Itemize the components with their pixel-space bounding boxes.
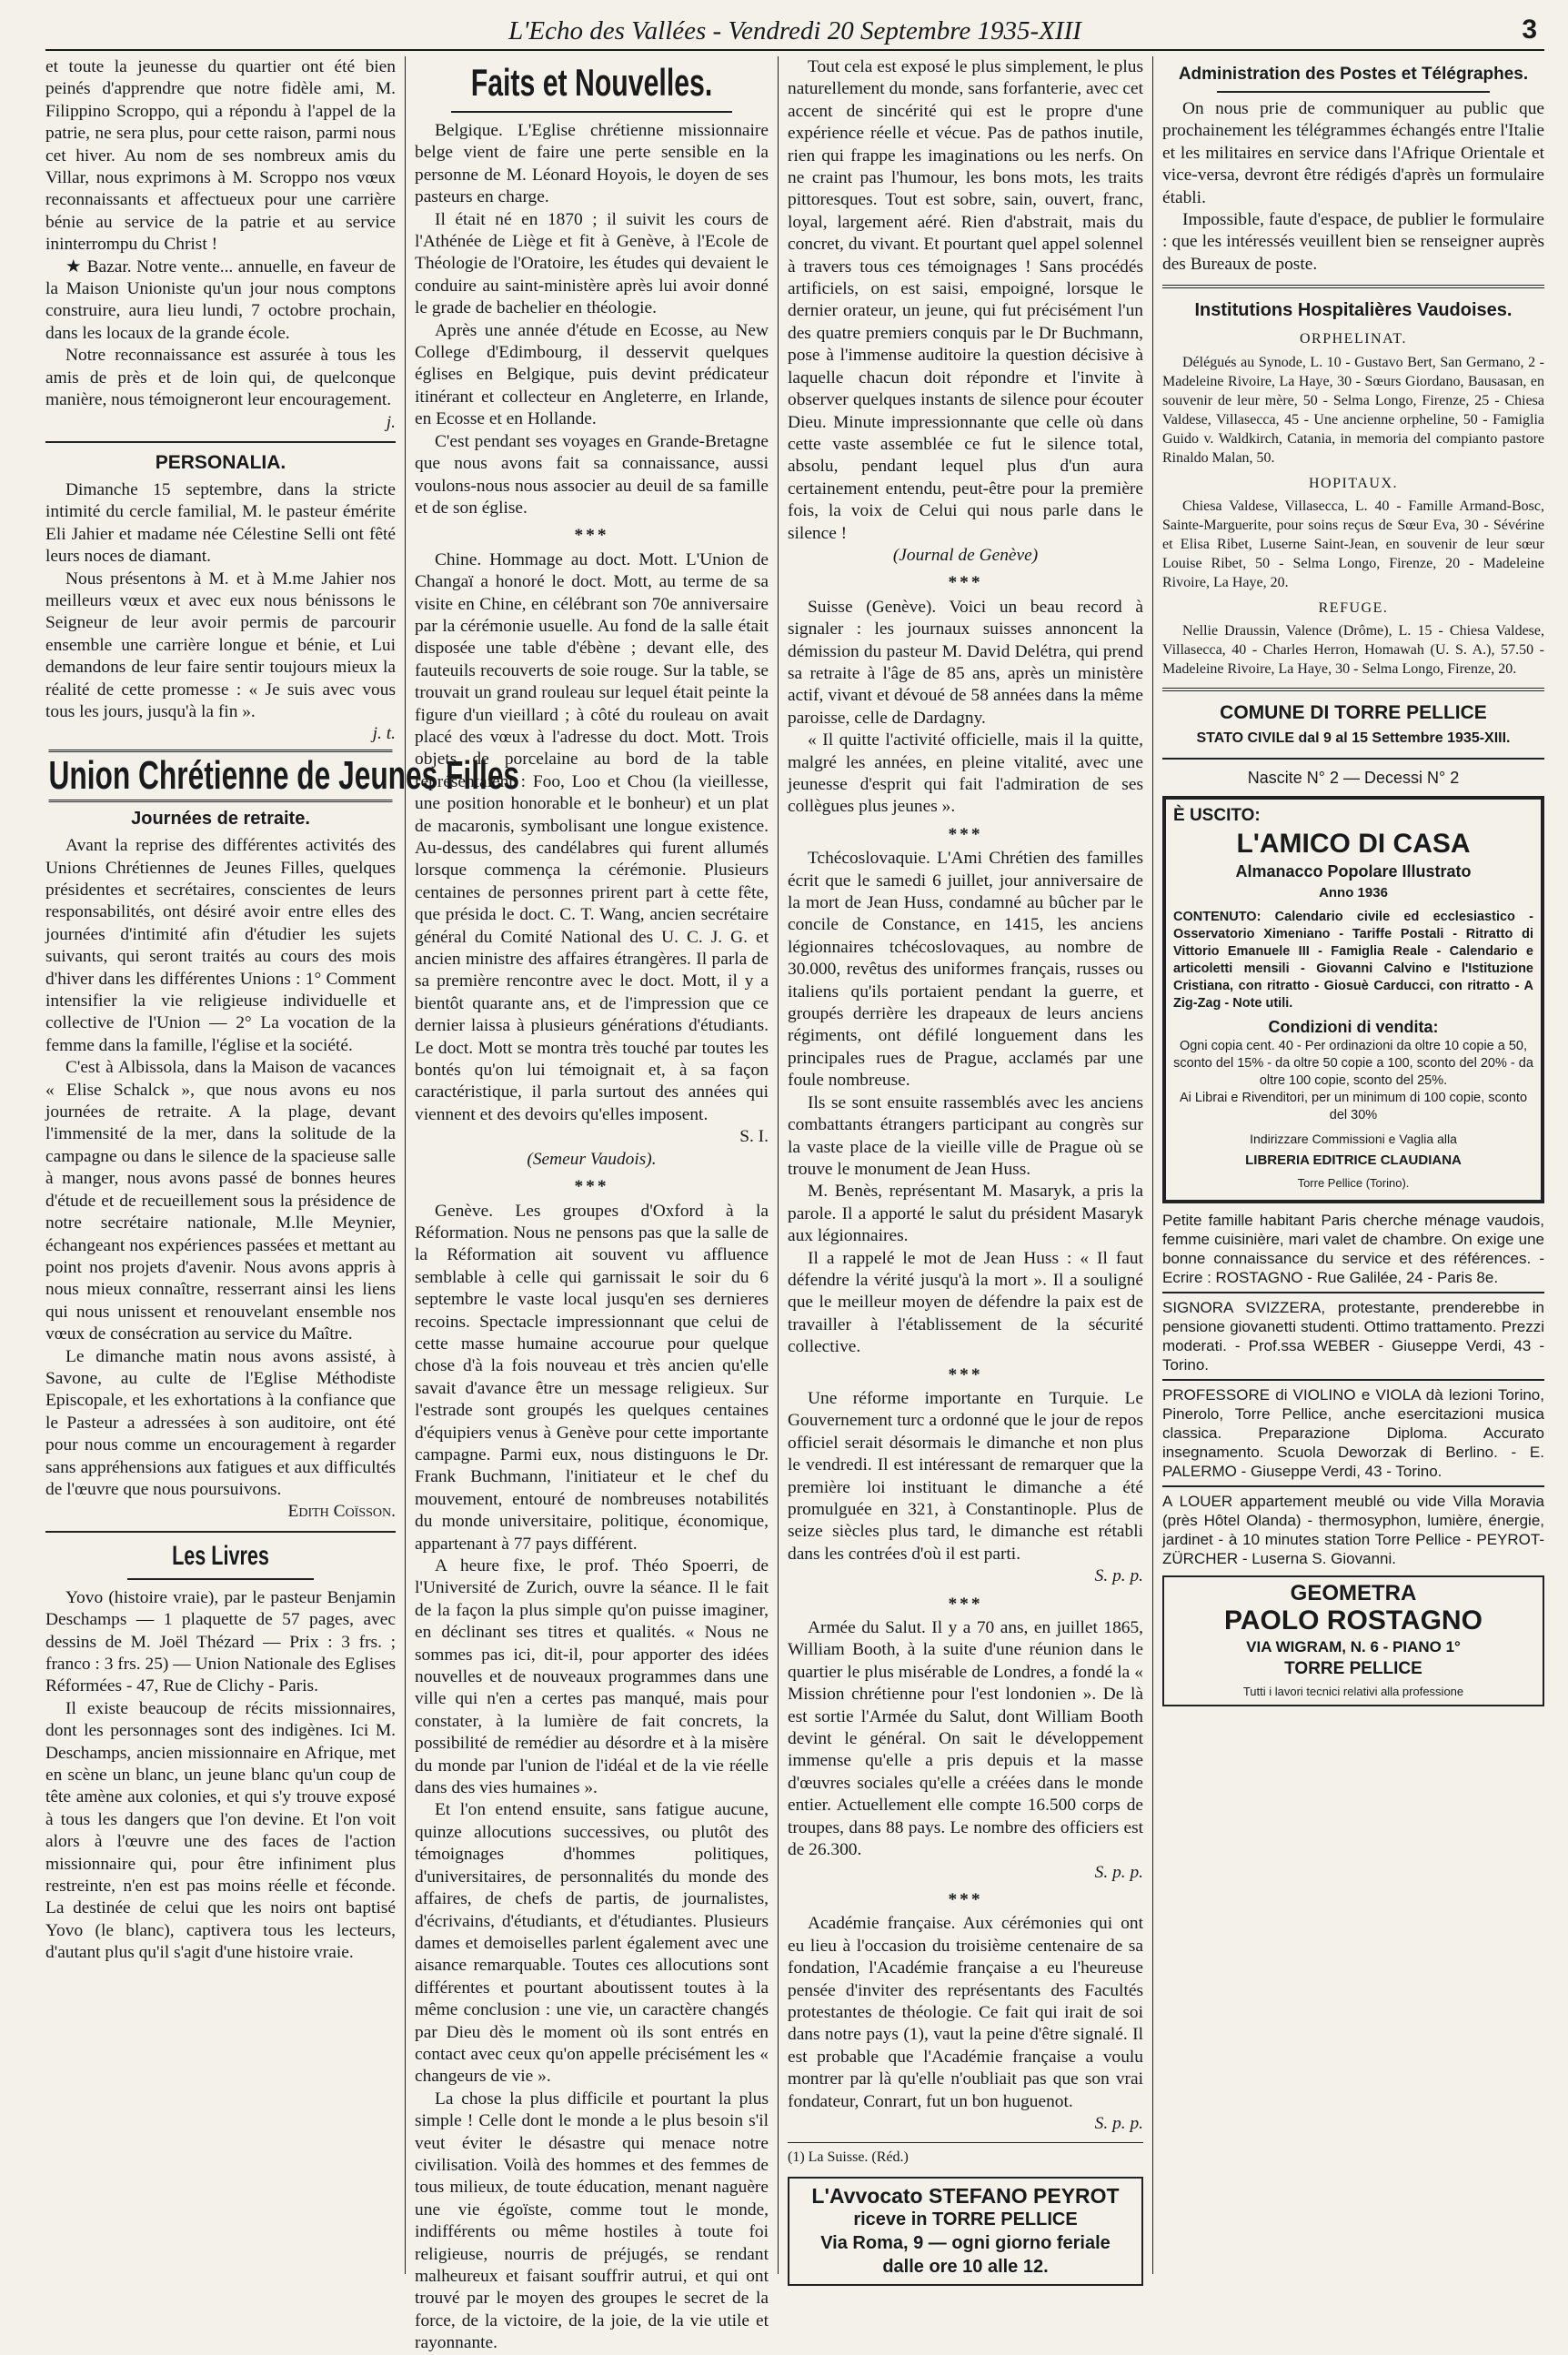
ad-line: È USCITO: <box>1173 806 1261 826</box>
source: (Journal de Genève) <box>892 545 1039 565</box>
ad-line: riceve in TORRE PELLICE <box>853 2209 1078 2229</box>
paragraph: Avant la reprise des différentes activités des Unions Chrétiennes de Jeunes Filles, quelques présidentes et secrétaires, conscientes de leurs responsabilités, ont désiré avoir entre elles des journées d'intimité afin d'étudier les sujets suivants, qui seront traités au cours des mois d'hiver dans les différentes Unions : 1° Comment intensifier la vie religieuse individuelle et collective de l'Union — 2° La vocation de la femme dans la famille, l'église et la société. <box>45 836 396 1055</box>
classified-petite-famille: Petite famille habitant Paris cherche ménage vaudois, femme cuisinière, mari valet de chambre. On exige une bonne connaissance du service et des références. - Ecrire : ROSTAGNO - Rue Galilée, 24 - Paris 8e. <box>1162 1212 1544 1287</box>
paragraph: Une réforme importante en Turquie. Le Gouvernement turc a ordonné que le jour de repos officiel serait désormais le dimanche et non plus le vendredi. Il est intéressant de remarquer que la première loi instituant le dimanche a été promulguée en 321, à Constantinople. Plus de seize siècles plus tard, le dimanche est rétabli dans les contrées d'où il est parti. <box>788 1388 1143 1564</box>
paragraph: Genève. Les groupes d'Oxford à la Réformation. Nous ne pensons pas que la salle de la Réformation ait souvent vu affluence semblable à celle qui garnissait le soir du 6 septembre le vaste local jusqu'en ses dernieres recoins. Spectacle impressionnant que celui de cette masse humaine accourue pour quelque chose d'à la fois nouveau et très ancien qu'elle savait d'avance être un message religieux. Sur l'estrade sont groupés les quelques centaines d'équipiers venus à Genève pour cette importante campagne. Parmi eux, nous distinguons le Dr. Frank Buchmann, l'initiateur et le chef du mouvement, entouré de nombreuses notabilités du monde universitaire, politique, économique, appartenant à 77 pays différent. <box>415 1201 769 1554</box>
ad-line: LIBRERIA EDITRICE CLAUDIANA <box>1245 1152 1462 1169</box>
paragraph: Chine. Hommage au doct. Mott. L'Union de Changaï a honoré le doct. Mott, au terme de sa visite en Chine, en célébrant son 70e anniversaire par la cérémonie usuelle. Au fond de la salle était disposée une table d'ébène ; devant elle, des fauteuils recouverts de soie rouge. Sur la table, se trouvait un grand rouleau sur lequel était peinte la figure d'un vieillard ; à côté du rouleau on avait placé des vœux à l'adresse du doct. Mott. Trois objets de porcelaine au bord de la table représentaient : Foo, Loo et Chou (la vieillesse, une position honorable et le bonheur) et un plat de macaronis, symbolisant une longue existence. Au-dessus, des candélabres qui furent allumés lorsque commença la cérémonie. Plusieurs centaines de personnes prirent part à cette fête, que présida le doct. C. T. Wang, ancien secrétaire général du Comité National des U. C. J. G. et ancien ministre des affaires étrangères. Il parla de sa première rencontre avec le doct. Mott, il y a bientôt quarante ans, et de l'impression que ce dernier laissa à plusieurs générations d'étudiants. Le doct. Mott se montra très touché par toutes les bontés qu'on lui témoignait et, à sa façon caractéristique, il parla surtout des années qui viennent et des devoirs qu'elles imposent. <box>415 549 769 1124</box>
paragraph: C'est pendant ses voyages en Grande-Bretagne que nous avons fait sa connaissance, aussi voulons-nous nous associer au deuil de sa famille et de son église. <box>415 431 769 518</box>
paragraph: Suisse (Genève). Voici un beau record à signaler : les journaux suisses annoncent la démission du pasteur M. David Delétra, qui prend sa retraite à l'âge de 85 ans, après un ministère actif, vivant et dévoué de 58 années dans la même paroisse, celle de Dardagny. <box>788 597 1143 728</box>
divider <box>1162 1379 1544 1381</box>
footnote: (1) La Suisse. (Réd.) <box>788 2142 1143 2169</box>
signature: S. p. p. <box>1094 1566 1143 1586</box>
ad-line: Torre Pellice (Torino). <box>1297 1175 1410 1190</box>
ad-amico-di-casa <box>1162 796 1544 1203</box>
ad-conditions: Ogni copia cent. 40 - Per ordinazioni da oltre 10 copie a 50, sconto del 15% - da oltre 50 copie a 100, sconto del 20% - da oltre 100 copie, sconto del 25%. <box>1173 1038 1533 1088</box>
paragraph: A heure fixe, le prof. Théo Spoerri, de l'Université de Zurich, ouvre la séance. Il le fait de la façon la plus simple qu'on puisse imaginer, en déclinant ses titres et qualités. « Nous ne sommes pas ici, dit-il, pour apporter des idées nouvelles et de nouveaux programmes dans une ville qui n'en a certes pas manqué, mais pour constater, à la lumière de fait concrets, la possibilité de remédier au désordre et à la misère du monde par l'union de l'idéal et de la vie réelle dans des vies humaines ». <box>415 1556 769 1798</box>
divider <box>1217 91 1490 93</box>
paragraph: Armée du Salut. Il y a 70 ans, en juillet 1865, William Booth, à la suite d'une réunion dans le quartier le plus misérable de Londres, a fondé la « Mission chrétienne pour l'est londonien ». De là est sortie l'Armée du Salut, dont William Booth devint le général. On sait le développement immense qu'elle a pris depuis et la masse d'œuvres sociales qu'elle a créées dans le monde entier. Actuellement elle compte 16.500 corps de troupes, dans 88 pays. Le nombre des officiers est de 26.300. <box>788 1618 1143 1860</box>
ad-geometra <box>1162 1575 1544 1706</box>
ad-title: L'AMICO DI CASA <box>1236 828 1471 859</box>
divider <box>1162 1292 1544 1293</box>
ad-line: Via Roma, 9 — ogni giorno feriale <box>820 2232 1111 2253</box>
divider <box>451 111 732 113</box>
paragraph: Le dimanche matin nous avons assisté, à Savone, au culte de l'Eglise Méthodiste Episcopale, et les exhortations à la confiance que le Pasteur a adressées à son auditoire, ont été pour nous comme un encouragement à regarder sans appréhensions aux fatigues et aux difficultés de l'œuvre que nous poursuivons. <box>45 1346 396 1499</box>
separator-stars: *** <box>948 824 983 844</box>
ad-line: Tutti i lavori tecnici relativi alla professione <box>1242 1685 1464 1699</box>
divider <box>1162 1485 1544 1487</box>
paragraph: Yovo (histoire vraie), par le pasteur Benjamin Deschamps — 1 plaquette de 57 pages, avec dessins de M. Joël Thézard — Prix : 3 frs. ; franco : 3 frs. 25) — Union Nationale des Eglises Réformées - 47, Rue de Clichy - Paris. <box>45 1587 396 1696</box>
ad-line: Condizioni di vendita: <box>1268 1017 1439 1036</box>
signature: S. p. p. <box>1094 1862 1143 1882</box>
section-heading-personalia: PERSONALIA. <box>155 451 286 473</box>
comune-stats: Nascite N° 2 — Decessi N° 2 <box>1247 768 1460 787</box>
divider <box>1162 758 1544 760</box>
separator-stars: *** <box>948 1889 983 1909</box>
divider <box>45 441 396 443</box>
column-3 <box>778 56 1152 2277</box>
ad-line: L'Avvocato STEFANO PEYROT <box>811 2183 1120 2208</box>
paragraph: Impossible, faute d'espace, de publier le formulaire : que les intéressés veuillent bien se renseigner auprès des Bureaux de poste. <box>1162 210 1544 274</box>
section-heading-ucjf: Union Chrétienne de Jeunes Filles <box>49 750 393 802</box>
paragraph: La chose la plus difficile et pourtant la plus simple ! Celle dont le monde a le plus besoin s'il veut éviter le désastre qui menace notre civilisation. Voilà des hommes et des femmes de tous milieux, de toute éducation, menant naguère une vie égoïste, comme tout le monde, indifférents ou même hostiles à toute foi religieuse, nourris de préjugés, se rendant malheureux et faisant souffrir autrui, et qui ont trouvé par le moyen des groupes le secret de la force, de la victoire, de la joie, de la vie utile et rayonnante. <box>415 2088 769 2353</box>
ad-contenuto: CONTENUTO: Calendario civile ed ecclesiastico - Osservatorio Ximeniano - Tariffe Postali - Ritratto di Vittorio Emanuele III - Famiglia Reale - Calendario e articoletti mensili - Giovanni Calvino e l'Istituzione Cristiana, con ritratto - Giosuè Carducci, con ritratto - A Zig-Zag - Note utili. <box>1173 909 1533 1011</box>
paragraph: M. Benès, représentant M. Masaryk, a pris la parole. Il a apporté le salut du président Masaryk aux légionnaires. <box>788 1182 1143 1246</box>
ad-lawyer-peyrot <box>788 2177 1143 2286</box>
section-heading-livres: Les Livres <box>172 1540 269 1571</box>
paragraph: Nellie Draussin, Valence (Drôme), L. 15 - Chiesa Valdese, Villasecca, 40 - Charles Herron, Homawah (U. S. A.), 57.50 - Madeleine Rivoire, La Haye, 30 - Selma Longo, Firenze, 20. <box>1162 623 1544 678</box>
source: (Semeur Vaudois). <box>527 1149 657 1169</box>
column-1 <box>45 56 520 2274</box>
paragraph: Délégués au Synode, L. 10 - Gustavo Bert, San Germano, 2 - Madeleine Rivoire, La Haye, 30 - Sœurs Giordano, Bausasan, en souvenir de leur mère, 50 - Selma Longo, Firenze, 25 - Chiesa Valdese, Villasecca, 45 - Une ancienne orpheline, 50 - Famiglia Guido v. Waldkirch, Catania, in memoria del compianto pastore Rinaldo Malan, 50. <box>1162 354 1544 466</box>
section-subheading: Journées de retraite. <box>131 808 310 829</box>
label-hopitaux: HOPITAUX. <box>1309 475 1398 491</box>
section-heading-faits: Faits et Nouvelles. <box>470 61 713 104</box>
section-heading-postes: Administration des Postes et Télégraphes. <box>1178 65 1529 84</box>
column-2 <box>405 56 778 2353</box>
divider <box>45 1531 396 1533</box>
paragraph: On nous prie de communiquer au public que prochainement les télégrammes échangés entre l'Italie et les militaires en service dans l'Afrique Orientale et vice-versa, devront être rédigés d'après un formulaire établi. <box>1162 99 1544 207</box>
ad-line: Almanacco Popolare Illustrato <box>1235 861 1472 881</box>
ad-title: PAOLO ROSTAGNO <box>1224 1605 1483 1635</box>
signature: j. <box>386 412 396 432</box>
signature: S. p. p. <box>1094 2113 1143 2133</box>
paragraph: Ils se sont ensuite rassemblés avec les anciens combattants étrangers participant au congrès sur la vaste place de la vieille ville de Prague où se trouve le monument de Jean Huss. <box>788 1092 1143 1179</box>
ad-line: VIA WIGRAM, N. 6 - PIANO 1° <box>1246 1637 1461 1656</box>
divider <box>1162 285 1544 288</box>
paragraph: Dimanche 15 septembre, dans la stricte intimité du cercle familial, M. le pasteur émérite Eli Jahier et madame née Célestine Selli ont fêté leurs noces de diamant. <box>45 479 396 567</box>
paragraph: Tout cela est exposé le plus simplement, le plus naturellement du monde, sans forfanterie, avec cet accent de sincérité qui est le propre d'une expérience réelle et vécue. Pas de pathos inutile, rien qui frappe les imaginations ou les nerfs. On ne craint pas l'humour, les bons mots, les traits pittoresques. Tout est sobre, sain, ouvert, franc, loyal, largement aéré. Rien d'abstrait, mais du concret, du vivant. Et pourtant quel appel solennel à travers tous ces témoignages ! Sans procédés artificiels, on est saisi, empoigné, lorsque le dernier orateur, un jeune, qui fut précisément l'un des quatre premiers conquis par le Dr Buchmann, pose à l'immense auditoire la question décisive à laquelle chacun doit répondre et l'invite à observer quelques instants de silence pour écouter Dieu. Minute impressionnante que celle où dans cette vaste assemblée ce fut le silence total, absolu, pendant lequel plus d'un aura certainement entendu, peut-être pour la première fois, la voix de Celui qui nous parle dans le silence ! <box>788 57 1143 543</box>
divider <box>127 1578 314 1580</box>
separator-stars: *** <box>948 1364 983 1384</box>
ad-line: Anno 1936 <box>1319 885 1388 901</box>
signature: Edith Coïsson. <box>287 1502 396 1522</box>
paragraph: Après une année d'étude en Ecosse, au New College d'Edimbourg, il desservit quelques églises en Belgique, puis devint prédicateur itinérant et collecteur en Angleterre, en Irlande, en Ecosse et en Hollande. <box>415 320 769 429</box>
masthead-title: L'Echo des Vallées - Vendredi 20 Septembre 1935-XIII <box>508 16 1081 45</box>
section-heading-comune: COMUNE DI TORRE PELLICE <box>1220 702 1487 724</box>
label-refuge: REFUGE. <box>1318 600 1389 617</box>
section-heading-institutions: Institutions Hospitalières Vaudoises. <box>1194 300 1513 321</box>
ad-line: GEOMETRA <box>1290 1581 1417 1606</box>
columns <box>45 56 1544 2353</box>
ad-line: TORRE PELLICE <box>1284 1658 1422 1678</box>
separator-stars: *** <box>574 526 609 546</box>
paragraph: Tchécoslovaquie. L'Ami Chrétien des familles écrit que le samedi 6 juillet, jour anniversaire de la mort de Jean Huss, condamné au bûcher par le concile de Constance, en 1415, les anciens légionnaires tchécoslovaques, au nombre de 30.000, revêtus des uniformes français, russes ou italiens qu'ils portaient pendant la guerre, et groupés derrière les drapeaux de leurs anciens régiments, ont défilé longuement dans les principales rues de Prague, acclamés par une foule nombreuse. <box>788 849 1143 1091</box>
column-4 <box>1152 56 1544 2274</box>
ad-line: dalle ore 10 alle 12. <box>882 2256 1049 2277</box>
classified-signora: SIGNORA SVIZZERA, protestante, prenderebbe in pensione giovanetti studenti. Ottimo trattamento. Prezzi moderati. - Prof.ssa WEBER - Giuseppe Verdi, 43 - Torino. <box>1162 1299 1544 1374</box>
signature: j. t. <box>372 724 396 744</box>
paragraph: Il existe beaucoup de récits missionnaires, dont les personnages sont des indigènes. Ici M. Deschamps, ancien missionnaire en Afrique, met en scène un blanc, un jeune blanc qu'un coup de tête amène aux colonies, et qui s'y trouve exposé à tous les dangers que l'on devine. Et l'on voit alors à l'œuvre une des faces de l'action missionnaire qui, pour être infiniment plus restreinte, n'en est pas moins réelle et féconde. La destinée de celui que les noirs ont baptisé Yovo (le blanc), captivera tous les lecteurs, d'autant plus qu'il s'agit d'une histoire vraie. <box>45 1698 396 1963</box>
paragraph: C'est à Albissola, dans la Maison de vacances « Elise Schalck », que nous avons eu nos journées de retraite. A la plage, devant l'immensité de la mer, dans la solitude de la campagne ou dans le silence de la spacieuse salle à manger, nous avons passé de bonnes heures d'étude et de recueillement sous la présidence de notre secrétaire nationale, M.lle Meynier, échangeant nos expériences passées et mettant au point nos projets d'avenir. Nous avons appris à nous mieux connaître, resserrant ainsi les liens qui nous unissent et renouvelant ensemble nos vœux de consécration au service du Maître. <box>45 1058 396 1344</box>
separator-stars: *** <box>574 1177 609 1197</box>
separator-stars: *** <box>948 1594 983 1614</box>
ad-line: Indirizzare Commissioni e Vaglia alla <box>1250 1131 1457 1146</box>
page-number: 3 <box>1522 15 1537 45</box>
masthead <box>45 13 1544 51</box>
paragraph: Académie française. Aux cérémonies qui ont eu lieu à l'occasion du troisième centenaire de sa fondation, l'Académie française a eu l'heureuse pensée d'inviter des représentants des Facultés protestantes de théologie. Ce fait qui irait de soi dans notre pays (1), vaut la peine d'être signalé. Il est probable que l'Académie française a voulu montrer par là qu'elle n'oubliait pas que son vrai fondateur, Conrart, fut un bon huguenot. <box>788 1914 1143 2111</box>
paragraph: Il a rappelé le mot de Jean Huss : « Il faut défendre la vérité jusqu'à la mort ». Il a souligné que le meilleur moyen de défendre la paix est de travailler à l'établissement de la sécurité collective. <box>788 1248 1143 1357</box>
paragraph: Et l'on entend ensuite, sans fatigue aucune, quinze allocutions successives, ou plutôt des témoignages d'hommes politiques, d'universitaires, de personnalités du monde des affaires, de chefs de partis, de journalistes, d'écrivains, d'étudiants, et d'étudiantes. Plusieurs dames et demoiselles parlent également avec une aisance remarquable. Toutes ces allocutions sont différentes et pourtant aboutissent toutes à la même conclusion : une vie, un caractère changés par Dieu dès le moment où ils sont entrés en contact avec ceux qu'on appelle précisément les « changeurs de vie ». <box>415 1800 769 2087</box>
paragraph: Chiesa Valdese, Villasecca, L. 40 - Famille Armand-Bosc, Sainte-Marguerite, pour soins reçus de Sœur Eva, 30 - Sévérine et Elisa Ribet, Luserne Saint-Jean, en souvenir de leur sœur Louise Ribet, 50 - Selma Longo, Firenze, 20 - Madeleine Rivoire, La Haye, 20. <box>1162 498 1544 591</box>
paragraph: Notre reconnaissance est assurée à tous les amis de près et de loin qui, de quelconque manière, nous témoigneront leur encouragement. <box>45 346 396 410</box>
label-orphelinat: ORPHELINAT. <box>1300 331 1407 347</box>
paragraph: Il était né en 1870 ; il suivit les cours de l'Athénée de Liège et fit à Genève, à l'Ecole de Théologie de l'Oratoire, les études qui devaient le conduire au saint-ministère après lui avoir donné le grade de bachelier en théologie. <box>415 209 769 318</box>
signature: S. I. <box>739 1127 769 1147</box>
divider <box>1162 688 1544 691</box>
paragraph: ★ Bazar. Notre vente... annuelle, en faveur de la Maison Unioniste qu'un jour nous comptons construire, aura lieu lundi, 7 octobre prochain, dans les locaux de la grande école. <box>45 257 396 343</box>
ad-conditions: Ai Librai e Rivenditori, per un minimum di 100 copie, sconto del 30% <box>1179 1090 1528 1122</box>
separator-stars: *** <box>948 573 983 593</box>
classified-louer: A LOUER appartement meublé ou vide Villa Moravia (près Hôtel Olanda) - thermosyphon, lumière, énergie, jardinet - à 10 minutes station Torre Pellice - PEYROT-ZÜRCHER - Luserna S. Giovanni. <box>1162 1493 1544 1568</box>
paragraph: et toute la jeunesse du quartier ont été bien peinés d'apprendre que notre fidèle ami, M. Filippino Scroppo, qui a répondu à l'appel de la patrie, ne sera plus, pour cette raison, parmi nous cet hiver. Au nom de ses nombreux amis du Villar, nous exprimons à M. Scroppo nos vœux reconnaissants et affectueux pour une carrière bénie au service de la patrie et au service ininterrompu du Christ ! <box>45 57 396 255</box>
comune-subheading: STATO CIVILE dal 9 al 15 Settembre 1935-XIII. <box>1196 730 1511 747</box>
paragraph: « Il quitte l'activité officielle, mais il la quitte, malgré les années, en pleine vitalité, avec une jeunesse d'esprit qui fait l'admiration de ses collègues plus jeunes ». <box>788 730 1143 817</box>
paragraph: Nous présentons à M. et à M.me Jahier nos meilleurs vœux et avec eux nous bénissons le Seigneur de leur avoir permis de parcourir ensemble une carrière longue et bénie, et Lui demandons de leur faire sentir toujours mieux la réalité de cette promesse : « Je suis avec vous tous les jours, jusqu'à la fin ». <box>45 569 396 721</box>
classified-professore: PROFESSORE di VIOLINO e VIOLA dà lezioni Torino, Pinerolo, Torre Pellice, anche esercitazioni musica classica. Preparazione Diploma. Accurato insegnamento. Scuola Deworzak di Berlino. - E. PALERMO - Giuseppe Verdi, 43 - Torino. <box>1162 1386 1544 1481</box>
paragraph: Belgique. L'Eglise chrétienne missionnaire belge vient de faire une perte sensible en la personne de M. Léonard Hoyois, le doyen de ses pasteurs en charge. <box>415 121 769 207</box>
